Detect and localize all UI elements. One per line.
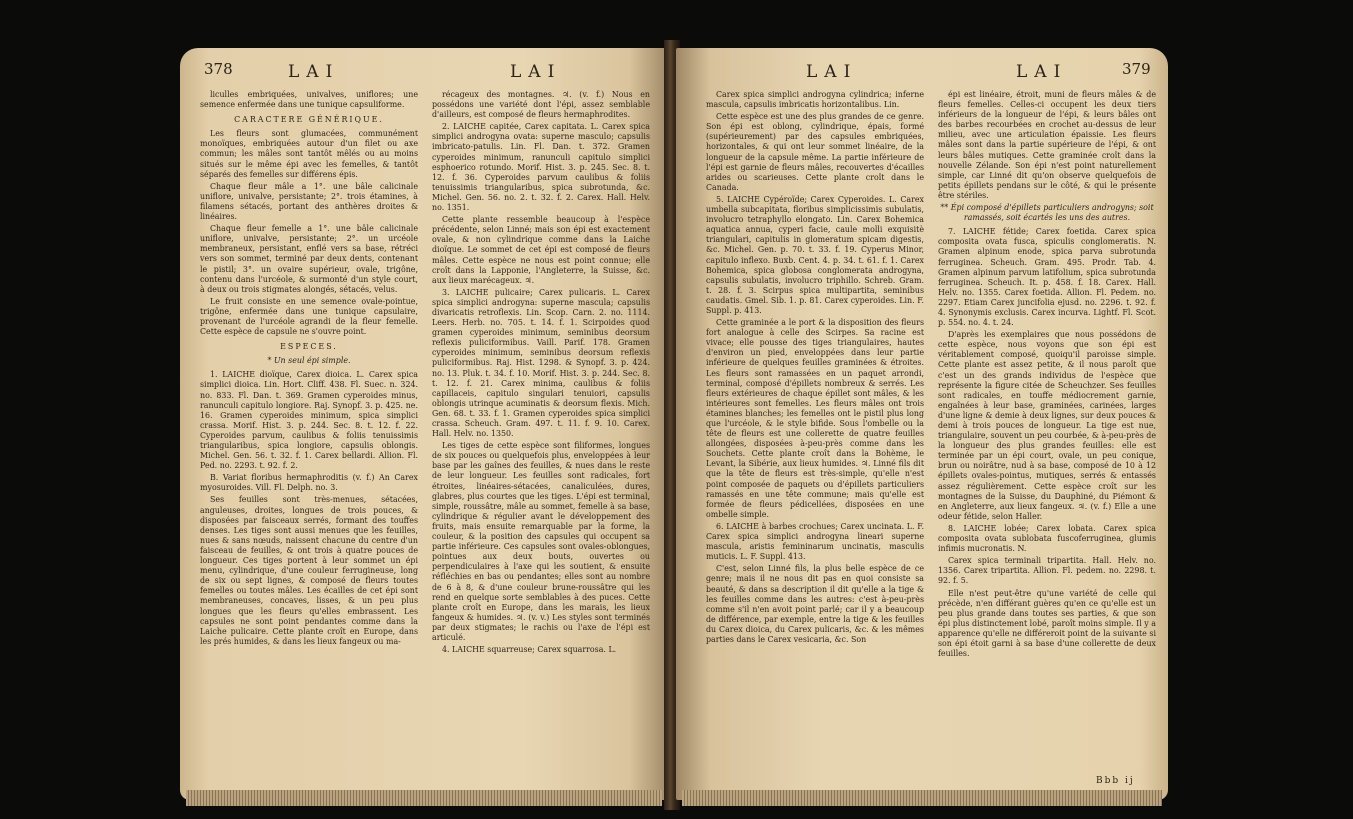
right-page (676, 48, 1168, 800)
paragraph: Cette espèce est une des plus grandes de ce genre. Son épi est oblong, cylindrique, épais, formé (supérieurement) par des capsules embriquées, horizontales, & qui ont leur sommet linéaire, de la longueur de la capsule même. La partie inférieure de l'épi est garnie de fleurs mâles, recouvertes d'écailles arides ou scarieuses. Cette plante croît dans le Canada. (706, 112, 924, 192)
page-edges-right (682, 790, 1162, 806)
paragraph: Carex spica terminali tripartita. Hall. Helv. no. 1356. Carex tripartita. Allion. Fl. pedem. no. 2298. t. 92. f. 5. (938, 556, 1156, 586)
text-column (200, 90, 418, 649)
paragraph: Chaque fleur femelle a 1°. une bâle calicinale uniflore, univalve, persistante; 2°. un urcéole membraneux, persistant, enflé vers sa base, rétréci vers son sommet, terminé par deux dents, contenant le pistil; 3°. un ovaire supérieur, ovale, trigône, contenu dans l'urcéole, & surmonté d'un style court, à deux ou trois stigmates alongés, sétacés, velus. (200, 224, 418, 294)
paragraph: récageux des montagnes. ♃. (v. f.) Nous en possédons une variété dont l'épi, assez semblable d'ailleurs, est composé de fleurs hermaphrodites. (432, 90, 650, 120)
page-edges-left (186, 790, 662, 806)
species-entry: 7. LAICHE fétide; Carex foetida. Carex spica composita ovata fusca, spiculis conglomeratis. N. Gramen alpinum enode, spica parva subrotunda ferruginea. Scheuch. Gram. 495. Prodr. Tab. 4. Gramen alpinum parvum latifolium, spica subrotunda ferruginea. Scheuch. It. p. 458. f. 18. Carex. Hall. Helv. no. 1355. Carex foetida. Allion. Fl. Pedem. no. 2297. Etiam Carex juncifolia ejusd. no. 2296. t. 92. f. 4. Synonymis exclusis. Carex incurva. Lightf. Fl. Scot. p. 554. no. 4. t. 24. (938, 227, 1156, 328)
text-column (938, 90, 1156, 661)
running-head: LAI (510, 62, 562, 82)
species-entry: 2. LAICHE capitée, Carex capitata. L. Carex spica simplici androgyna ovata: superne masculo; capsulis imbricato-patulis. Lin. Fl. Dan. t. 372. Gramen cyperoides minimum, ranunculi capitulo simplici esphoerico rotundo. Morif. Hist. 3. p. 245. Sec. 8. t. 12. f. 36. Cyperoides parvum caulibus & foliis tenuissimis triangularibus, spica subrotunda, &c. Michel. Gen. 56. no. 2. t. 32. f. 2. Carex. Hall. Helv. no. 1351. (432, 122, 650, 213)
paragraph: Cette plante ressemble beaucoup à l'espèce précédente, selon Linné; mais son épi est exactement ovale, & non cylindrique comme dans la Laiche dioïque. Le sommet de cet épi est composé de fleurs mâles. Cette espèce ne nous est point connue; elle croît dans la Lapponie, l'Angleterre, la Suisse, &c. aux lieux marécageux. ♃. (432, 215, 650, 285)
paragraph: Elle n'est peut-être qu'une variété de celle qui précède, n'en différant guères qu'en ce qu'elle est un peu plus grande dans toutes ses parties, & que son épi plus distinctement lobé, paroît moins simple. Il y a apparence qu'elle ne différeroit point de la suivante si son épi étoit garni à sa base d'une collerette de deux feuilles. (938, 588, 1156, 659)
species-entry: 5. LAICHE Cypéroïde; Carex Cyperoides. L. Carex umbella subcapitata, floribus simplicissimis subulatis, involucro tetraphyllo elongato. Lin. Carex Bohemica aquatica annua, cyperi facie, caule molli exquisitè triangulari, capitulis in glomeratum spicam digestis, &c. Michel. Gen. p. 70. t. 33. f. 19. Cyperus Minor, capitulo inflexo. Buxb. Cent. 4. p. 34. t. 61. f. 1. Carex Bohemica, spica globosa conglomerata androgyna, capsulis subulatis, involucro triphillo. Schreb. Gram. t. 28. f. 3. Scirpus spica multipartita, seminibus caudatis. Gmel. Sib. 1. p. 81. Carex cyperoides. Lin. F. Suppl. p. 413. (706, 194, 924, 315)
species-entry: 4. LAICHE squarreuse; Carex squarrosa. L. (442, 645, 617, 655)
paragraph: D'après les exemplaires que nous possédons de cette espèce, nous voyons que son épi est véritablement composé, quoiqu'il paroisse simple. Cette plante est assez petite, & il nous paroît que c'est un des grands individus de l'espèce que représente la figure citée de Scheuchzer. Ses feuilles sont radicales, en touffe médiocrement garnie, engaînées à leur base, graminées, carinées, larges d'une ligne & demie à deux lignes, sur deux pouces & demi à trois pouces de longueur. La tige est nue, triangulaire, souvent un peu courbée, & à-peu-près de la longueur des plus grandes feuilles: elle est terminée par un épi court, ovale, un peu conique, brun ou noirâtre, nud à sa base, composé de 10 à 12 épillets ovales-pointus, mutiques, serrés & entassés assez régulièrement. Cette espèce croît sur les montagnes de la Suisse, du Dauphiné, du Piémont & en Angleterre, aux lieux fangeux. ♃. (v. f.) Elle a une odeur fétide, selon Haller. (938, 330, 1156, 521)
subsection-heading: * Un seul épi simple. (267, 356, 351, 366)
running-head: LAI (806, 62, 858, 82)
subsection-heading: ** Épi composé d'épillets particuliers androgyns; soit ramassés, soit écartés les uns des autres. (940, 203, 1154, 223)
paragraph: Chaque fleur mâle a 1°. une bâle calicinale uniflore, univalve, persistante; 2°. trois étamines, à filamens sétacés, portant des anthères droites & linéaires. (200, 181, 418, 222)
species-entry: 3. LAICHE pulicaire; Carex pulicaris. L. Carex spica simplici androgyna: superne mascula; capsulis divaricatis retroflexis. Lin. Scop. Carn. 2. no. 1114. Leers. Herb. no. 705. t. 14. f. 1. Scirpoides quod gramen cyperoides minimum, seminibus deorsum reflexis puliciformibus. Vaill. Parif. 178. Gramen cyperoides minimum, seminibus deorsum reflexis puliciformibus. Raj. Hist. 1298. & Synopf. 3. p. 424. no. 13. Pluk. t. 34. f. 10. Morif. Hist. 3. p. 244. Sec. 8. t. 12. f. 21. Carex minima, caulibus & foliis capillaceis, capitulo singulari tenuiori, capsulis oblongis utrinque acuminatis & deorsum flexis. Mich. Gen. 68. t. 33. f. 1. Gramen cyperoides spica simplici crassa. Scheuch. Gram. 497. t. 11. f. 9. 10. Carex. Hall. Helv. no. 1350. (432, 287, 650, 439)
section-heading: ESPECES. (280, 342, 338, 352)
paragraph: Cette graminée a le port & la disposition des fleurs fort analogue à celle des Scirpes. Sa racine est vivace; elle pousse des tiges triangulaires, hautes d'environ un pied, enveloppées dans leur partie inférieure de quelques feuilles graminées & étroites. Les fleurs sont ramassées en un paquet arrondi, terminal, composé d'épillets nombreux & serrés. Les fleurs extérieures de chaque épillet sont mâles, & les intérieures sont femelles. Les fleurs mâles ont trois étamines blanches; les femelles ont le pistil plus long que l'urcéole, & le style bifide. Sous l'ombelle ou la tête de fleurs est une collerette de quatre feuilles allongées, disposées à-peu-près comme dans les Souchets. Cette plante croît dans la Bohème, le Levant, la Sibérie, aux lieux humides. ♃. Linné fils dit que la tête de fleurs est très-simple, qu'elle n'est point composée de paquets ou d'épillets particuliers ramassés en une tête commune; mais qu'elle est formée de fleurs pédicellées, disposées en une ombelle simple. (706, 318, 924, 519)
species-entry: 6. LAICHE à barbes crochues; Carex uncinata. L. F. Carex spica simplici androgyna lineari superne mascula, aristis femininarum uncinatis, masculis muticis. L. F. Suppl. 413. (706, 521, 924, 562)
page-number: 379 (1122, 60, 1151, 78)
left-page (180, 48, 668, 800)
section-heading: CARACTERE GÉNÉRIQUE. (234, 115, 384, 125)
paragraph: Les fleurs sont glumacées, communément monoïques, embriquées autour d'un filet ou axe commun; les mâles sont tantôt mêlés ou au moins situés sur le même épi avec les femelles, & tantôt séparés des femelles sur différens épis. (200, 129, 418, 179)
page-number: 378 (204, 60, 233, 78)
text-column (432, 90, 650, 657)
paragraph: liculles embriquées, univalves, uniflores; une semence enfermée dans une tunique capsuliforme. (200, 90, 418, 110)
paragraph: Les tiges de cette espèce sont filiformes, longues de six pouces ou quelquefois plus, enveloppées à leur base par les gaînes des feuilles, & nues dans le reste de leur longueur. Les feuilles sont radicales, fort étroites, linéaires-sétacées, canaliculées, dures, glabres, plus courtes que les tiges. L'épi est terminal, simple, roussâtre, mâle au sommet, femelle à sa base, cylindrique & régulier avant le développement des fruits, mais ensuite remarquable par la forme, la couleur, & la position des capsules qui occupent sa partie inférieure. Ces capsules sont ovales-oblongues, pointues aux deux bouts, ouvertes ou perpendiculaires à l'axe qui les soutient, & ensuite réfléchies en bas ou pendantes; elles sont au nombre de 6 à 8, & d'une couleur brune-roussâtre qui les rend en quelque sorte semblables à des puces. Cette plante croît en Europe, dans les marais, les lieux fangeux & humides. ♃. (v. v.) Les styles sont terminés par deux stigmates; le rachis ou l'axe de l'épi est articulé. (432, 441, 650, 642)
paragraph: Carex spica simplici androgyna cylindrica; inferne mascula, capsulis imbricatis horizontalibus. Lin. (706, 90, 924, 110)
paragraph: Le fruit consiste en une semence ovale-pointue, trigône, enfermée dans une tunique capsulaire, provenant de l'urcéole agrandi de la fleur femelle. Cette espèce de capsule ne s'ouvre point. (200, 296, 418, 337)
paragraph: épi est linéaire, étroit, muni de fleurs mâles & de fleurs femelles. Celles-ci occupent les deux tiers inférieurs de la longueur de l'épi, & leurs bâles ont des barbes recourbées en crochet au-dessus de leur milieu, avec une articulation épaissie. Les fleurs mâles sont dans la partie supérieure de l'épi, & ont leurs bâles mutiques. Cette graminée croît dans la nouvelle Zélande. Son épi n'est point naturellement simple, car Linné dit qu'on observe quelquefois de petits épillets pendans sur le côté, & qui le présente être stériles. (938, 90, 1156, 200)
paragraph: B. Variat floribus hermaphroditis (v. f.) An Carex myosuroides. Vill. Fl. Delph. no. 3. (200, 473, 418, 493)
running-head: LAI (288, 62, 340, 82)
running-head: LAI (1016, 62, 1068, 82)
text-column (706, 90, 924, 647)
species-entry: 8. LAICHE lobée; Carex lobata. Carex spica composita ovata sublobata fuscoferruginea, glumis infimis mucronatis. N. (938, 523, 1156, 554)
paragraph: C'est, selon Linné fils, la plus belle espèce de ce genre; mais il ne nous dit pas en quoi consiste sa beauté, & dans sa description il dit qu'elle a la tige & les feuilles comme dans les autres: c'est à-peu-près comme s'il n'en avoit point parlé; car il y a beaucoup de différence, par exemple, entre la tige & les feuilles du Carex dioica, du Carex pulicaris, &c. & les mêmes parties dans le Carex vesicaria, &c. Son (706, 564, 924, 644)
printer-signature: Bbb ij (1096, 776, 1135, 786)
paragraph: Ses feuilles sont très-menues, sétacées, anguleuses, droites, longues de trois pouces, & disposées par faisceaux serrés, formant des touffes denses. Les tiges sont aussi menues que les feuilles, nues & sans nœuds, naissent chacune du centre d'un faisceau de feuilles, & ont trois à quatre pouces de longueur. Ces tiges portent à leur sommet un épi menu, cylindrique, d'une couleur ferrugineuse, long de six ou sept lignes, & composé de fleurs toutes femelles ou toutes mâles. Les écailles de cet épi sont membraneuses, concaves, lisses, & un peu plus longues que les fleurs qu'elles embrassent. Les capsules ne sont point pendantes comme dans la Laiche pulicaire. Cette plante croît en Europe, dans les prés humides, & dans les lieux fangeux ou ma- (200, 495, 418, 646)
species-entry: 1. LAICHE dioïque, Carex dioica. L. Carex spica simplici dioica. Lin. Hort. Cliff. 438. Fl. Suec. n. 324. no. 833. Fl. Dan. t. 369. Gramen cyperoides minus, ranunculi capitulo longiore. Raj. Synopf. 3. p. 425. ne. 16. Gramen cyperoides minimum, spica simplici crassa. Morif. Hist. 3. p. 244. Sec. 8. t. 12. f. 22. Cyperoides parvum, caulibus & foliis tenuissimis triangularibus, spica longiore, capsulis oblongis. Michel. Gen. 56. t. 32. f. 1. Carex bellardi. Allion. Fl. Ped. no. 2293. t. 92. f. 2. (200, 370, 418, 471)
